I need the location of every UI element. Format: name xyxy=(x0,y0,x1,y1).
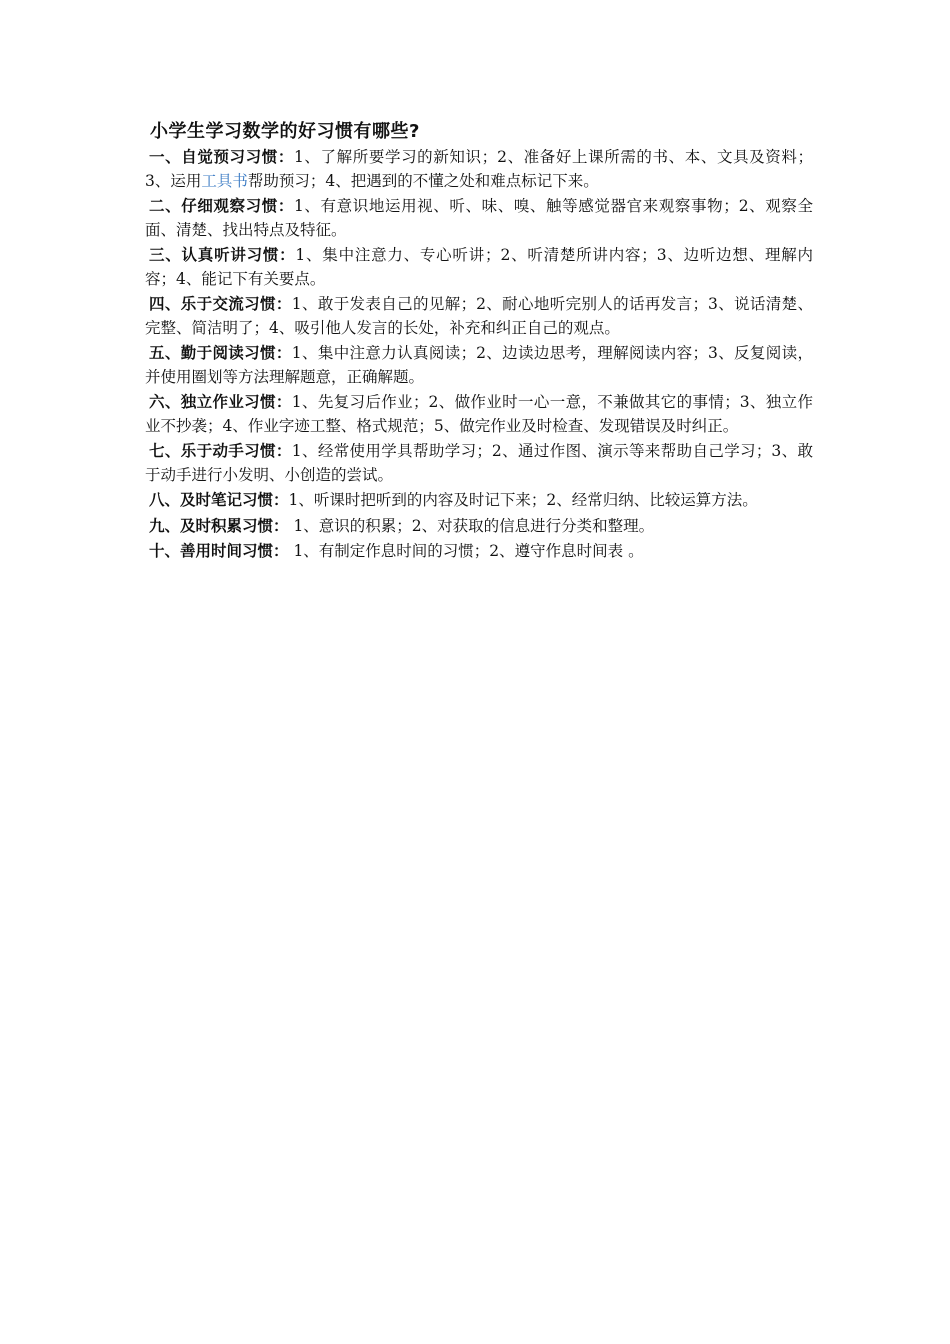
section-text: 1、了解所要学习的新知识；2、准备好上课所需的书、本、文具及资料；3、运用 xyxy=(145,148,813,190)
section-heading: 十、善用时间习惯： xyxy=(149,542,289,560)
section-text: 1、敢于发表自己的见解；2、耐心地听完别人的话再发言；3、说话清楚、完整、简洁明了；4、吸引他人发言的长处，补充和纠正自己的观点。 xyxy=(145,295,813,337)
section-text: 1、集中注意力、专心听讲；2、听清楚所讲内容；3、边听边想、理解内容；4、能记下有关要点。 xyxy=(145,246,813,288)
section-text: 1、听课时把听到的内容及时记下来；2、经常归纳、比较运算方法。 xyxy=(288,491,758,509)
document-title: 小学生学习数学的好习惯有哪些? xyxy=(150,121,420,142)
section-text: 1、有意识地运用视、听、味、嗅、触等感觉器官来观察事物；2、观察全面、清楚、找出特点及特征。 xyxy=(145,197,813,239)
section-8 xyxy=(145,489,813,513)
section-heading: 三、认真听讲习惯： xyxy=(149,246,296,264)
section-heading: 二、仔细观察习惯： xyxy=(149,197,294,215)
section-text: 1、有制定作息时间的习惯；2、遵守作息时间表 。 xyxy=(288,542,644,560)
section-heading: 一、自觉预习习惯： xyxy=(149,148,294,166)
section-heading: 七、乐于动手习惯： xyxy=(149,442,292,460)
section-heading: 八、及时笔记习惯： xyxy=(149,491,289,509)
section-heading: 六、独立作业习惯： xyxy=(149,393,292,411)
section-1 xyxy=(145,146,813,193)
section-7 xyxy=(145,440,813,487)
section-heading: 四、乐于交流习惯： xyxy=(149,295,292,313)
section-text: 1、经常使用学具帮助学习；2、通过作图、演示等来帮助自己学习；3、敢于动手进行小发明、小创造的尝试。 xyxy=(145,442,813,484)
tool-book-link[interactable]: 工具书 xyxy=(201,171,248,190)
section-10 xyxy=(145,540,813,564)
section-heading: 九、及时积累习惯： xyxy=(149,516,289,535)
section-heading: 五、勤于阅读习惯： xyxy=(149,344,292,362)
section-text: 1、意识的积累；2、对获取的信息进行分类和整理。 xyxy=(288,516,655,535)
section-2 xyxy=(145,195,813,242)
section-3 xyxy=(145,244,813,291)
section-6 xyxy=(145,391,813,438)
section-text: 1、集中注意力认真阅读；2、边读边思考，理解阅读内容；3、反复阅读，并使用圈划等方法理解题意，正确解题。 xyxy=(145,344,813,386)
section-text: 1、先复习后作业；2、做作业时一心一意，不兼做其它的事情；3、独立作业不抄袭；4、作业字迹工整、格式规范；5、做完作业及时检查、发现错误及时纠正。 xyxy=(145,393,813,435)
document-content xyxy=(145,118,813,566)
section-5 xyxy=(145,342,813,389)
section-9 xyxy=(145,515,813,539)
section-text: 帮助预习；4、把遇到的不懂之处和难点标记下来。 xyxy=(247,171,599,190)
section-4 xyxy=(145,293,813,340)
